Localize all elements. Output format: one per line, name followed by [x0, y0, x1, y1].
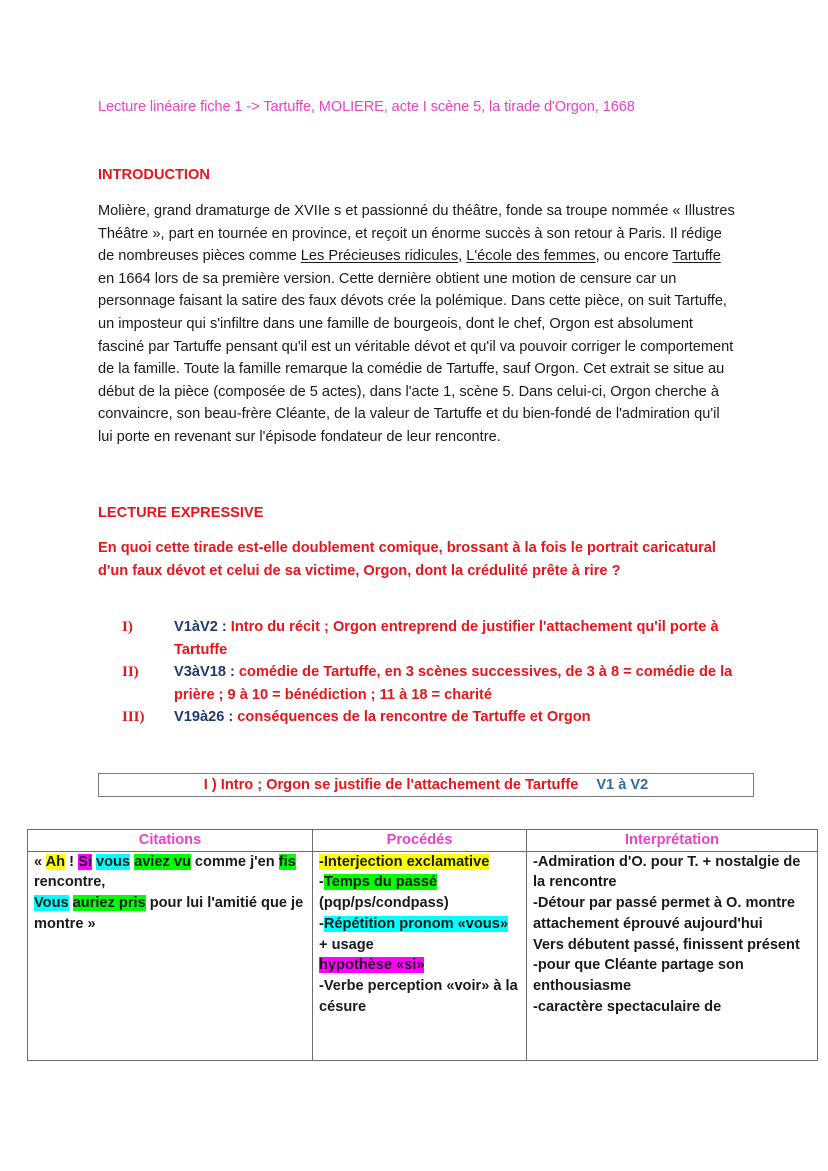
procede-interjection: -Interjection exclamative — [319, 853, 490, 870]
introduction-paragraph — [98, 200, 738, 449]
plan-body — [174, 706, 742, 729]
citation-text: pour lui l'amitié que je montre » — [34, 895, 304, 932]
procede-usage: + usage — [319, 936, 374, 953]
plan-item-2 — [122, 661, 742, 706]
interpretation-item: -caractère spectaculaire de — [533, 998, 722, 1015]
procede-temps-passe: Temps du passé — [323, 874, 438, 891]
problematique: En quoi cette tirade est-elle doublement comique, brossant à la fois le portrait caricatural d'un faux dévot et celui de sa victime, Orgon, dont la crédulité prête à rire ? — [98, 540, 716, 579]
interpretation-item: -pour que Cléante partage son enthousiasme — [533, 957, 744, 994]
plan-number: II) — [122, 664, 139, 681]
excl: ! — [65, 853, 79, 870]
citation-text: comme j'en — [190, 853, 279, 870]
column-header-interpretation: Interprétation — [527, 830, 818, 852]
highlight-fis: fis — [278, 853, 296, 870]
plan-body — [174, 661, 742, 706]
highlight-aviez-vu: aviez vu — [134, 853, 191, 870]
citation-text: rencontre, — [34, 874, 106, 891]
plan-number: III) — [122, 709, 145, 726]
work-title-precieuses: Les Précieuses ridicules — [300, 248, 459, 265]
section-1-title: I ) Intro ; Orgon se justifie de l'attachement de Tartuffe — [203, 777, 579, 793]
work-title-ecole-des-femmes: L'école des femmes — [466, 248, 596, 265]
analysis-table — [27, 829, 818, 1061]
document-title: Lecture linéaire fiche 1 -> Tartuffe, MOLIERE, acte I scène 5, la tirade d'Orgon, 1668 — [98, 99, 635, 115]
plan-text: conséquences de la rencontre de Tartuffe et Orgon — [233, 709, 591, 726]
procede-temps-detail: (pqp/ps/condpass) — [319, 895, 449, 912]
cell-interpretation — [527, 851, 818, 1060]
cell-citations — [28, 851, 313, 1060]
table-header-row — [28, 830, 818, 852]
highlight-ah: Ah — [45, 853, 66, 870]
intro-text-3: en 1664 lors de sa première version. Cette dernière obtient une motion de censure car un personnage faisant la satire des faux dévots crée la polémique. Dans cette pièce, on suit Tartuffe, un imposteur qui s'infiltre dans une famille de bourgeois, dont le chef, Orgon est absolument fasciné par Tartuffe pensant qu'il est un véritable dévot et qu'il va pouvoir corriger le comportement de la famille. Toute la famille remarque la comédie de Tartuffe, sauf Orgon. Cet extrait se situe au début de la pièce (composée de 5 actes), dans l'acte 1, scène 5. Dans celui-ci, Orgon cherche à convaincre, son beau-frère Cléante, de la valeur de Tartuffe et du bien-fondé de l'admiration qu'il lui porte en revenant sur l'épisode fondateur de leur rencontre. — [98, 270, 734, 445]
interpretation-item: -Détour par passé permet à O. montre attachement éprouvé aujourd'hui — [533, 895, 795, 932]
procede-2 — [319, 872, 520, 893]
column-header-citations: Citations — [28, 830, 313, 852]
interpretation-item: Vers débutent passé, finissent présent — [533, 936, 800, 953]
plan-item-3 — [122, 706, 742, 729]
dash: - — [319, 915, 324, 932]
lecture-expressive-heading: LECTURE EXPRESSIVE — [98, 505, 264, 521]
intro-text-1: Molière, grand dramaturge de XVIIe s et passionné du théâtre, fonde sa troupe nommée « Illustres Théâtre », part en tournée en province, et reçoit un énorme succès à son retour à Paris. Il rédige de nombreuses pièces comme — [98, 203, 735, 265]
plan-body — [174, 616, 742, 661]
procede-3 — [319, 914, 520, 955]
intro-text-2: , ou encore — [595, 248, 673, 265]
procede-hypothese: hypothèse «si» — [319, 957, 425, 974]
highlight-vous-2: Vous — [34, 895, 69, 912]
cell-procedes — [313, 851, 527, 1060]
plan-verses: V1àV2 : — [174, 619, 227, 635]
interpretation-item: -Admiration d'O. pour T. + nostalgie de la rencontre — [533, 853, 801, 891]
procede-repetition: Répétition pronom «vous» — [323, 915, 508, 932]
dash: - — [319, 874, 324, 891]
procede-4 — [319, 955, 520, 976]
plan-text: comédie de Tartuffe, en 3 scènes successives, de 3 à 8 = comédie de la prière ; 9 à 10 = bénédiction ; 11 à 18 = charité — [174, 664, 733, 703]
table-row — [28, 851, 818, 1060]
plan-text: Intro du récit ; Orgon entreprend de justifier l'attachement qu'il porte à Tartuffe — [174, 619, 719, 658]
plan-verses: V3àV18 : — [174, 664, 235, 681]
section-1-verses: V1 à V2 — [596, 777, 649, 793]
highlight-vous: vous — [95, 853, 131, 870]
column-header-procedes: Procédés — [313, 830, 527, 852]
highlight-auriez-pris: auriez pris — [72, 895, 146, 912]
highlight-si: Si — [78, 853, 92, 870]
work-title-tartuffe: Tartuffe — [672, 248, 721, 265]
quote-open: « — [34, 853, 46, 870]
plan-verses: V19à26 : — [174, 709, 234, 726]
plan-list — [122, 616, 742, 729]
introduction-heading: INTRODUCTION — [98, 167, 210, 183]
procede-verbe-perception: -Verbe perception «voir» à la césure — [319, 977, 518, 1015]
plan-number: I) — [122, 619, 133, 635]
section-1-header — [98, 773, 754, 797]
plan-item-1 — [122, 616, 742, 661]
procede-1 — [319, 852, 520, 873]
intro-sep: , — [458, 248, 467, 265]
